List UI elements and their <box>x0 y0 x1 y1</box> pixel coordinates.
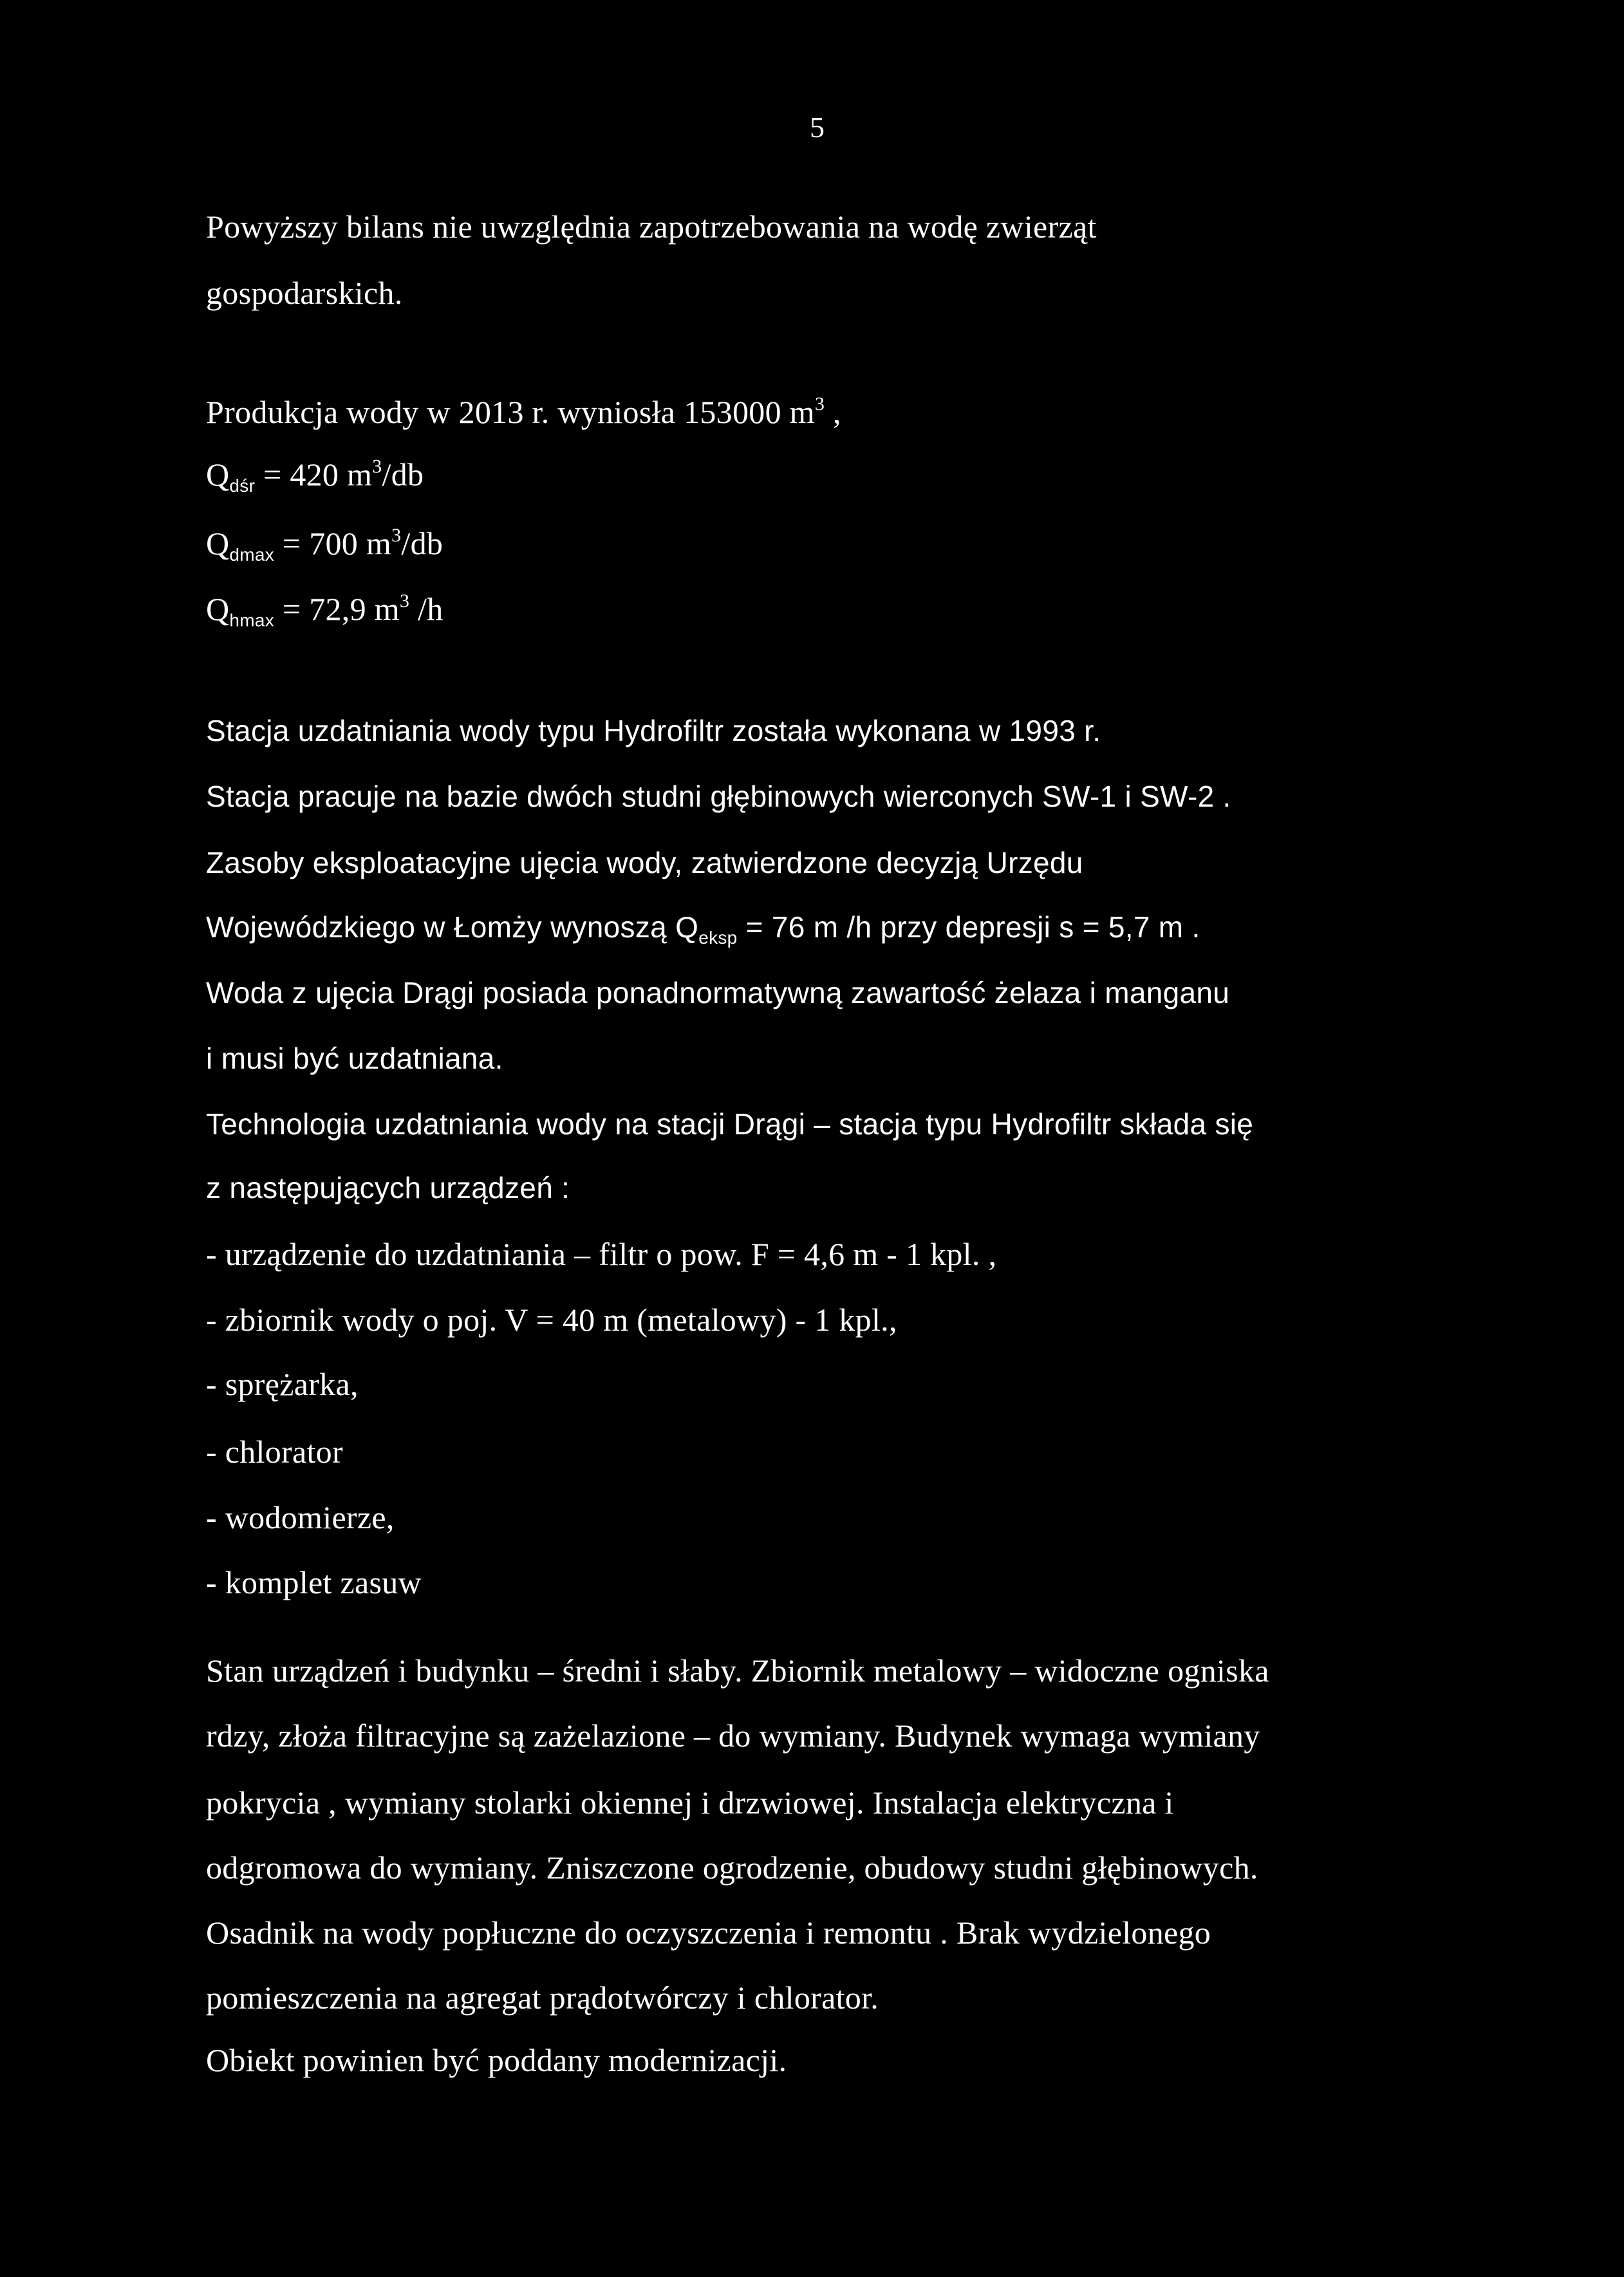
equipment-item: - zbiornik wody o poj. V = 40 m (metalowy) - 1 kpl., <box>206 1302 897 1338</box>
equipment-item: - komplet zasuw <box>206 1564 422 1600</box>
equipment-item: - urządzenie do uzdatniania – filtr o pow. F = 4,6 m - 1 kpl. , <box>206 1236 997 1272</box>
flow-subscript: hmax <box>229 610 275 630</box>
flow-value: = 420 m <box>255 456 373 492</box>
station-line-4-text: Wojewódzkiego w Łomży wynoszą Q <box>206 910 699 944</box>
station-line-1: Stacja uzdatniania wody typu Hydrofiltr została wykonana w 1993 r. <box>206 714 1101 747</box>
flow-symbol: Q <box>206 591 230 627</box>
flow-sup: 3 <box>399 590 410 612</box>
flow-dmax-line <box>206 516 443 574</box>
technology-line-2: z następujących urządzeń : <box>206 1171 570 1204</box>
technology-line-1: Technologia uzdatniania wody na stacji Drągi – stacja typu Hydrofiltr składa się <box>206 1107 1254 1141</box>
condition-line: pokrycia , wymiany stolarki okiennej i drzwiowej. Instalacja elektryczna i <box>206 1785 1174 1821</box>
flow-value: = 700 m <box>274 525 392 561</box>
station-line-6: i musi być uzdatniana. <box>206 1042 503 1075</box>
flow-unit: /db <box>382 456 424 492</box>
station-line-2: Stacja pracuje na bazie dwóch studni głębinowych wierconych SW-1 i SW-2 . <box>206 780 1231 813</box>
flow-hmax-line <box>206 582 443 640</box>
condition-line: pomieszczenia na agregat prądotwórczy i chlorator. <box>206 1980 879 2016</box>
flow-symbol: Q <box>206 525 230 561</box>
equipment-item: - chlorator <box>206 1434 343 1470</box>
flow-symbol: Q <box>206 456 230 492</box>
flow-sup: 3 <box>391 525 402 546</box>
equipment-item: - sprężarka, <box>206 1366 359 1402</box>
production-line <box>206 385 841 431</box>
flow-value: = 72,9 m <box>274 591 400 627</box>
flow-unit: /h <box>409 591 443 627</box>
eksp-subscript: eksp <box>698 928 738 948</box>
intro-line-2: gospodarskich. <box>206 275 403 311</box>
condition-line: Obiekt powinien być poddany modernizacji. <box>206 2042 787 2078</box>
flow-dsr-line <box>206 447 424 505</box>
production-sup: 3 <box>814 393 825 415</box>
station-line-4-rest: = 76 m /h przy depresji s = 5,7 m . <box>737 910 1200 944</box>
station-line-5: Woda z ujęcia Drągi posiada ponadnormatywną zawartość żelaza i manganu <box>206 976 1230 1009</box>
production-text-after: , <box>825 394 841 430</box>
flow-unit: /db <box>401 525 443 561</box>
page-number: 5 <box>810 111 825 144</box>
condition-line: Stan urządzeń i budynku – średni i słaby. Zbiornik metalowy – widoczne ogniska <box>206 1653 1269 1689</box>
station-line-3: Zasoby eksploatacyjne ujęcia wody, zatwierdzone decyzją Urzędu <box>206 846 1083 879</box>
station-line-4 <box>206 908 1200 957</box>
intro-line-1: Powyższy bilans nie uwzględnia zapotrzebowania na wodę zwierząt <box>206 209 1097 245</box>
flow-subscript: dśr <box>229 476 256 496</box>
condition-line: Osadnik na wody popłuczne do oczyszczenia i remontu . Brak wydzielonego <box>206 1915 1211 1951</box>
condition-line: odgromowa do wymiany. Zniszczone ogrodzenie, obudowy studni głębinowych. <box>206 1850 1258 1886</box>
flow-sup: 3 <box>372 456 382 477</box>
flow-subscript: dmax <box>229 545 275 565</box>
condition-line: rdzy, złoża filtracyjne są zażelazione – do wymiany. Budynek wymaga wymiany <box>206 1718 1260 1754</box>
equipment-item: - wodomierze, <box>206 1499 395 1535</box>
production-text: Produkcja wody w 2013 r. wyniosła 153000 m <box>206 394 815 430</box>
